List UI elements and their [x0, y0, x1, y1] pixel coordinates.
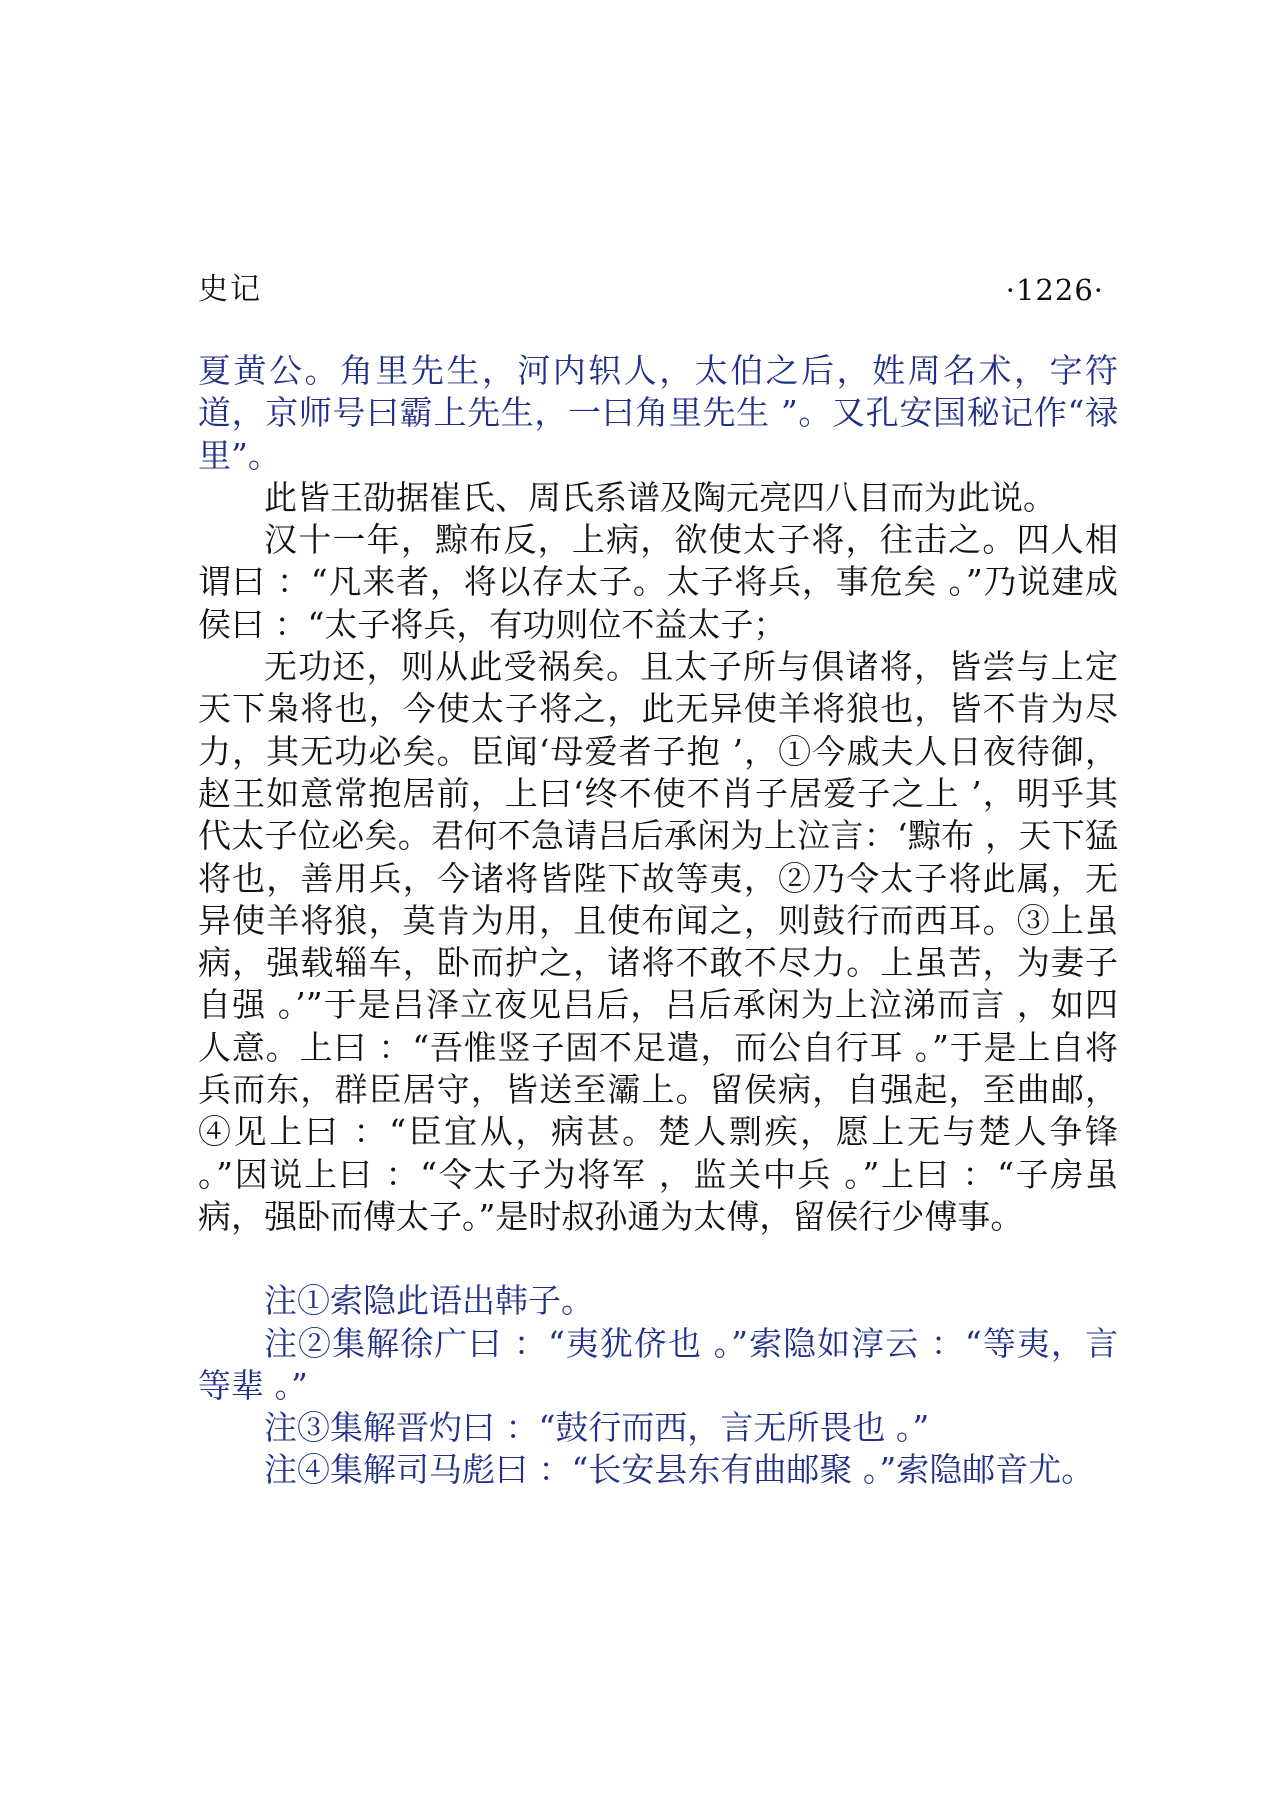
paragraph: 无功还，则从此受祸矣。且太子所与俱诸将，皆尝与上定天下枭将也，今使太子将之，此无异使羊将狼也，皆不肯为尽力，其无功必矣。臣闻‘母爱者子抱 ’，①今戚夫人日夜待御，赵王如意常抱居前，上曰‘终不使不肖子居爱子之上 ’，明乎其代太子位必矣。君何不急请吕后承闲为上泣言：‘黥布 ，天下猛将也，善用兵，今诸将皆陛下故等夷，②乃令太子将此属，无异使羊将狼，莫肯为用，且使布闻之，则鼓行而西耳。③上虽病，强载辎车，卧而护之，诸将不敢不尽力。上虽苦，为妻子自强 。’”于是吕泽立夜见吕后，吕后承闲为上泣涕而言 ，如四人意。上曰 ：“吾惟竖子固不足遣，而公自行耳 。”于是上自将兵而东，群臣居守，皆送至灞上。留侯病，自强起，至曲邮，④见上曰 ：“臣宜从，病甚。楚人剽疾，愿上无与楚人争锋 。”因说上曰 ：“令太子为将军 ，监关中兵 。”上曰 ：“子房虽病，强卧而傅太子。”是时叔孙通为太傅，留侯行少傅事。 [198, 647, 1118, 1236]
page-number: ·1226· [1005, 273, 1104, 307]
page-header [198, 268, 1118, 312]
commentary-continuation: 夏黄公。角里先生，河内轵人，太伯之后，姓周名术，字符道，京师号曰霸上先生，一曰角里先生 ”。又孔安国秘记作“禄里”。 [198, 351, 1118, 475]
page-body [198, 350, 1118, 1492]
footnote: 注④集解司马彪曰 ：“长安县东有曲邮聚 。”索隐邮音尤。 [264, 1450, 1095, 1490]
book-title: 史记 [198, 272, 262, 307]
notes-separator [198, 1238, 1118, 1280]
footnote: 注①索隐此语出韩子。 [264, 1281, 594, 1321]
footnotes [198, 1280, 1118, 1491]
document-page [198, 0, 1118, 1795]
footnote: 注②集解徐广曰 ：“夷犹侪也 。”索隐如淳云 ：“等夷，言等辈 。” [198, 1323, 1118, 1405]
paragraph: 汉十一年，黥布反，上病，欲使太子将，往击之。四人相谓曰 ：“凡来者，将以存太子。太子将兵，事危矣 。”乃说建成侯曰 ：“太子将兵，有功则位不益太子； [198, 520, 1118, 644]
paragraph: 此皆王劭据崔氏、周氏系谱及陶元亮四八目而为此说。 [264, 477, 1056, 517]
footnote: 注③集解晋灼曰 ：“鼓行而西，言无所畏也 。” [264, 1408, 930, 1448]
